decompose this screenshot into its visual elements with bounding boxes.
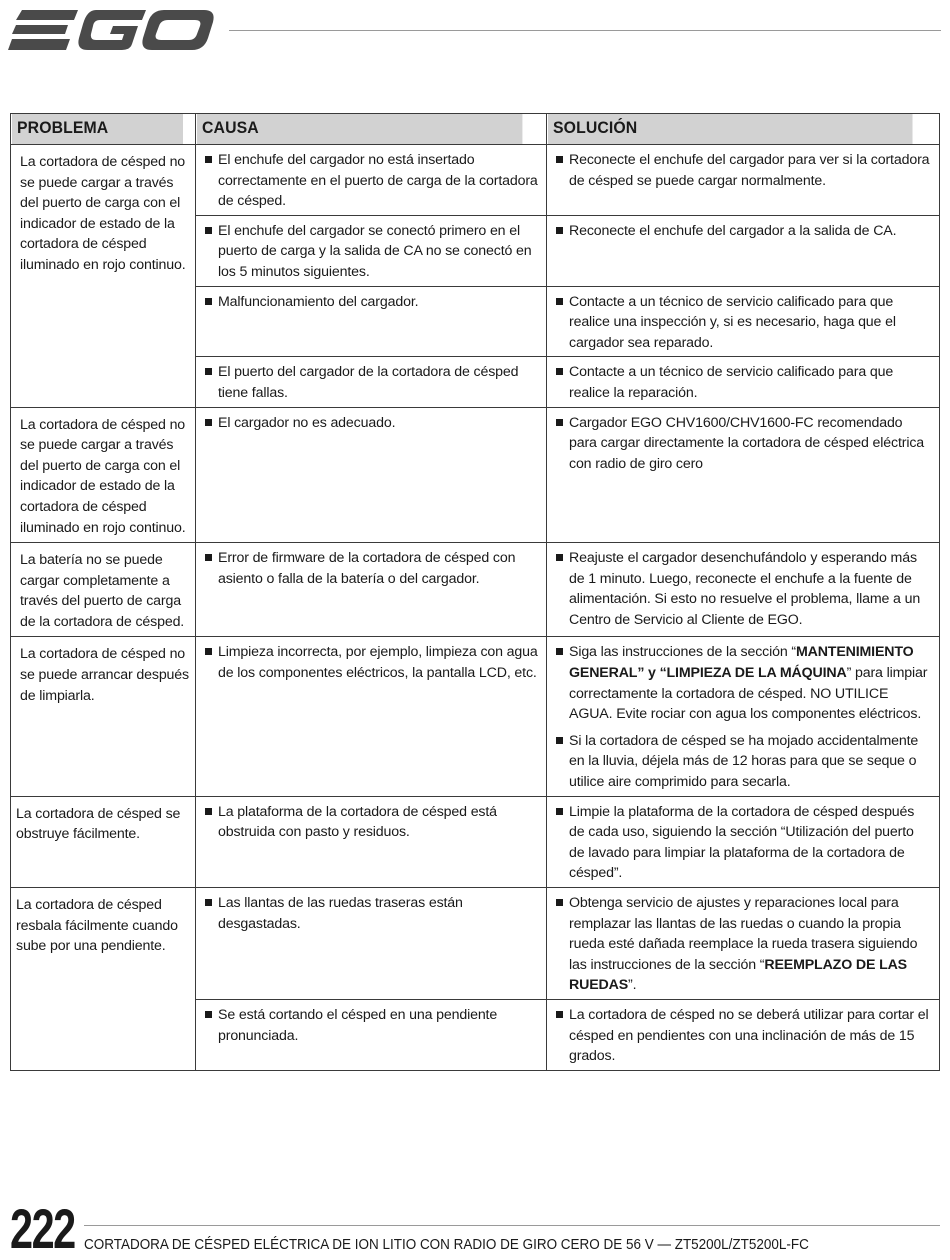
problem-cell: La cortadora de césped no se puede cargar a través del puerto de carga con el indicador de estado de la cortadora de césped iluminado en rojo continuo. xyxy=(11,145,196,408)
cause-item: El enchufe del cargador se conectó primero en el puerto de carga y la salida de CA no se conectó en los 5 minutos siguientes. xyxy=(203,221,540,283)
column-header-cause: CAUSA xyxy=(196,114,522,145)
solution-cell xyxy=(547,145,940,216)
cause-item: Se está cortando el césped en una pendiente pronunciada. xyxy=(203,1005,540,1046)
troubleshooting-table xyxy=(10,113,940,1071)
cause-cell xyxy=(196,357,547,407)
column-header-solution: SOLUCIÓN xyxy=(547,114,912,145)
solution-cell xyxy=(547,796,940,887)
cause-cell xyxy=(196,145,547,216)
logo-e-middle-bar xyxy=(12,25,68,34)
problem-cell: La cortadora de césped no se puede arrancar después de limpiarla. xyxy=(11,637,196,796)
cause-cell xyxy=(196,543,547,637)
solution-cell xyxy=(547,286,940,357)
section-reference: REEMPLAZO DE LAS RUEDAS xyxy=(569,956,907,994)
solution-cell xyxy=(547,999,940,1070)
problem-cell: La batería no se puede cargar completamente a través del puerto de carga de la cortadora de césped. xyxy=(11,543,196,637)
logo-e-top-bar xyxy=(16,10,78,20)
cause-item: El cargador no es adecuado. xyxy=(203,413,540,434)
footer-rule xyxy=(84,1225,940,1226)
cause-cell xyxy=(196,286,547,357)
logo-o xyxy=(142,10,213,50)
cause-item: Limpieza incorrecta, por ejemplo, limpieza con agua de los componentes eléctricos, la pantalla LCD, etc. xyxy=(203,642,540,683)
table-row xyxy=(11,145,940,216)
solution-item: Limpie la plataforma de la cortadora de césped después de cada uso, siguiendo la sección “Utilización del puerto de lavado para limpiar la plataforma de la cortadora de césped”. xyxy=(554,802,933,884)
cause-cell xyxy=(196,637,547,796)
cause-item: Las llantas de las ruedas traseras están desgastadas. xyxy=(203,893,540,934)
solution-cell xyxy=(547,637,940,796)
cause-cell xyxy=(196,888,547,1000)
cause-item: La plataforma de la cortadora de césped está obstruida con pasto y residuos. xyxy=(203,802,540,843)
solution-cell xyxy=(547,357,940,407)
page-number: 222 xyxy=(10,1197,75,1260)
solution-item: Si la cortadora de césped se ha mojado accidentalmente en la lluvia, déjela más de 12 horas para que se seque o utilice aire comprimido para secarla. xyxy=(554,731,933,793)
solution-cell xyxy=(547,888,940,1000)
logo-g xyxy=(78,10,146,50)
table-row xyxy=(11,407,940,543)
solution-item: La cortadora de césped no se deberá utilizar para cortar el césped en pendientes con una inclinación de más de 15 grados. xyxy=(554,1005,933,1067)
solution-cell xyxy=(547,543,940,637)
solution-item: Contacte a un técnico de servicio calificado para que realice una inspección y, si es necesario, haga que el cargador sea reparado. xyxy=(554,292,933,354)
table-header-row xyxy=(11,114,940,145)
cause-cell xyxy=(196,999,547,1070)
header-rule xyxy=(229,30,941,31)
problem-cell: La cortadora de césped no se puede cargar a través del puerto de carga con el indicador de estado de la cortadora de césped iluminado en rojo continuo. xyxy=(11,407,196,543)
section-reference: MANTENIMIENTO GENERAL” y “LIMPIEZA DE LA MÁQUINA xyxy=(569,644,914,682)
solution-item: Reajuste el cargador desenchufándolo y esperando más de 1 minuto. Luego, reconecte el enchufe a la fuente de alimentación. Si esto no resuelve el problema, llame a un Centro de Servicio al Cliente de EGO. xyxy=(554,548,933,630)
solution-item: Contacte a un técnico de servicio calificado para que realice la reparación. xyxy=(554,362,933,403)
solution-item: Reconecte el enchufe del cargador para ver si la cortadora de césped se puede cargar normalmente. xyxy=(554,150,933,191)
table-row xyxy=(11,796,940,887)
cause-item: El enchufe del cargador no está insertado correctamente en el puerto de carga de la cortadora de césped. xyxy=(203,150,540,212)
solution-cell xyxy=(547,215,940,286)
cause-item: El puerto del cargador de la cortadora de césped tiene fallas. xyxy=(203,362,540,403)
table-row xyxy=(11,637,940,796)
cause-item: Malfuncionamiento del cargador. xyxy=(203,292,540,313)
solution-item: Reconecte el enchufe del cargador a la salida de CA. xyxy=(554,221,933,242)
solution-item: Cargador EGO CHV1600/CHV1600-FC recomendado para cargar directamente la cortadora de césped eléctrica con radio de giro cero xyxy=(554,413,933,475)
problem-cell: La cortadora de césped resbala fácilmente cuando sube por una pendiente. xyxy=(11,888,196,1071)
ego-logo xyxy=(8,6,214,54)
cause-cell xyxy=(196,215,547,286)
problem-cell: La cortadora de césped se obstruye fácilmente. xyxy=(11,796,196,887)
table-row xyxy=(11,543,940,637)
footer-title: CORTADORA DE CÉSPED ELÉCTRICA DE ION LITIO CON RADIO DE GIRO CERO DE 56 V — ZT5200L/ZT5200L-FC xyxy=(84,1237,809,1253)
logo-e-bottom-bar xyxy=(8,39,70,50)
cause-item: Error de firmware de la cortadora de césped con asiento o falla de la batería o del cargador. xyxy=(203,548,540,589)
cause-cell xyxy=(196,796,547,887)
column-header-problem: PROBLEMA xyxy=(11,114,183,145)
table-row xyxy=(11,888,940,1000)
solution-item: Obtenga servicio de ajustes y reparaciones local para remplazar las llantas de las ruedas o cuando la propia rueda esté dañada reemplace la rueda trasera siguiendo las instrucciones de la sección “REEMPLAZO DE LAS RUEDAS”. xyxy=(554,893,933,996)
cause-cell xyxy=(196,407,547,543)
solution-item: Siga las instrucciones de la sección “MANTENIMIENTO GENERAL” y “LIMPIEZA DE LA MÁQUINA” para limpiar correctamente la cortadora de césped. NO UTILICE AGUA. Evite rociar con agua los componentes eléctricos. xyxy=(554,642,933,724)
solution-cell xyxy=(547,407,940,543)
